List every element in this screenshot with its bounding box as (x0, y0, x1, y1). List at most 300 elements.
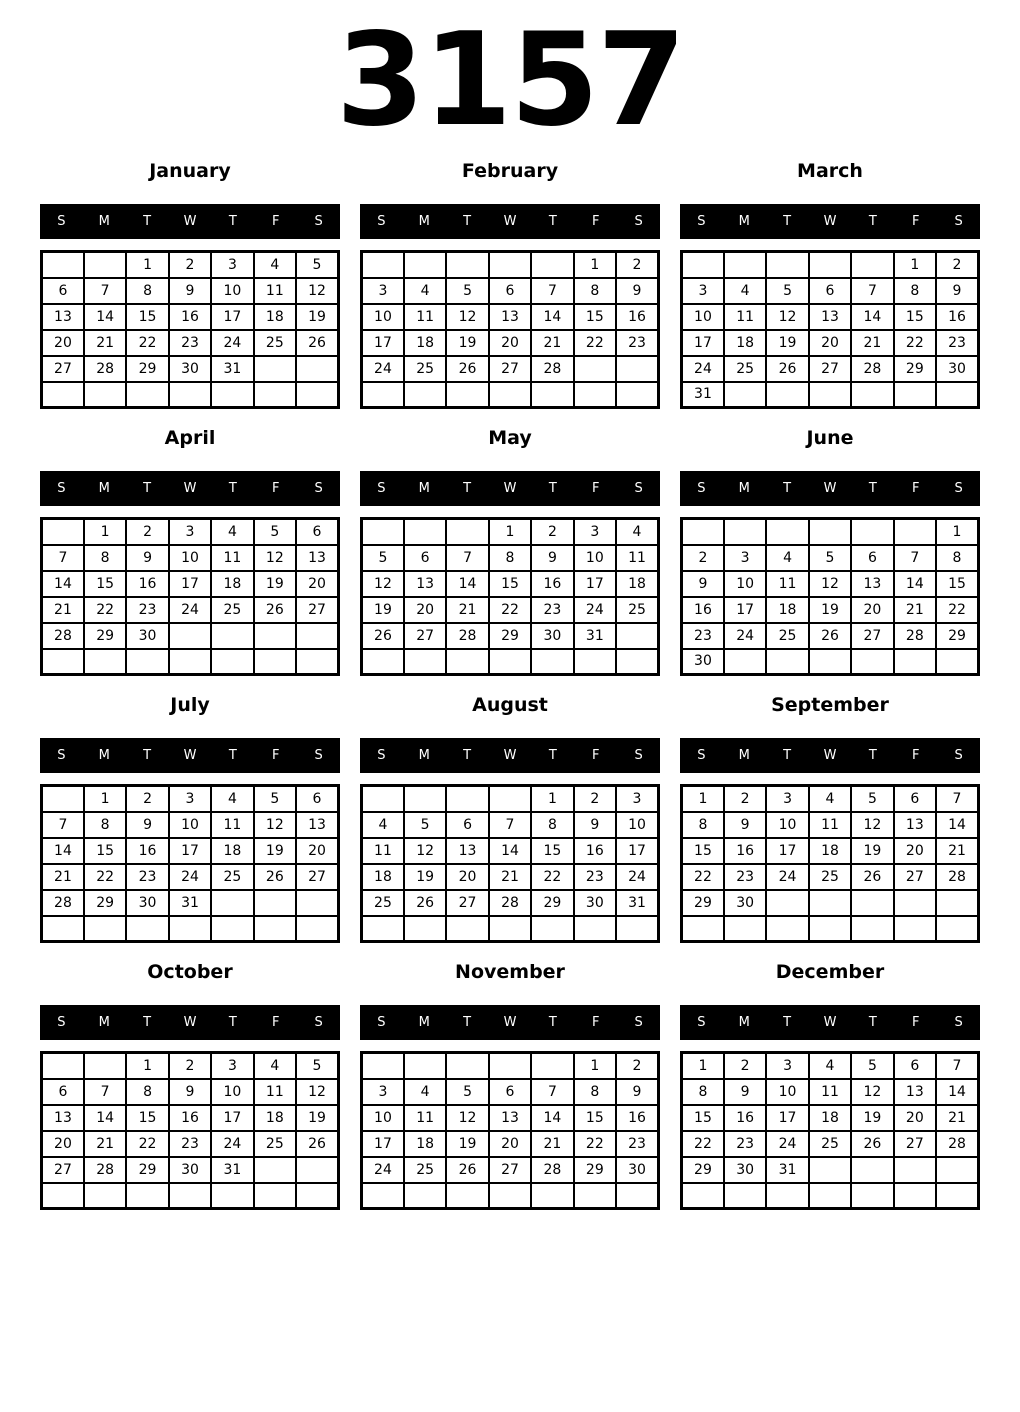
empty-day-cell (936, 1183, 978, 1209)
day-cell: 31 (766, 1157, 808, 1183)
weekday-label: S (697, 214, 706, 229)
empty-day-cell (296, 382, 338, 408)
month-title: December (775, 961, 885, 983)
empty-day-cell (616, 382, 658, 408)
day-cell: 11 (616, 545, 658, 571)
day-cell: 13 (296, 545, 338, 571)
day-cell: 26 (809, 623, 851, 649)
week-row (42, 649, 339, 675)
day-cell: 2 (574, 786, 616, 812)
empty-day-cell (254, 890, 296, 916)
weekday-header-bar (360, 738, 660, 773)
empty-day-cell (404, 382, 446, 408)
week-row (42, 1183, 339, 1209)
weekday-label: M (98, 748, 110, 763)
weekday-label: F (911, 214, 920, 229)
day-cell: 4 (809, 786, 851, 812)
empty-day-cell (84, 916, 126, 942)
day-cell: 8 (126, 1079, 168, 1105)
week-row (42, 864, 339, 890)
weekday-label: M (738, 214, 750, 229)
week-row (362, 1157, 659, 1183)
day-cell: 4 (404, 278, 446, 304)
day-cell: 24 (362, 356, 404, 382)
day-cell: 9 (574, 812, 616, 838)
week-row (682, 864, 979, 890)
empty-day-cell (446, 1183, 488, 1209)
empty-day-cell (296, 916, 338, 942)
empty-day-cell (851, 519, 893, 545)
day-cell: 1 (489, 519, 531, 545)
week-row (362, 1079, 659, 1105)
day-cell: 17 (766, 838, 808, 864)
empty-day-cell (531, 649, 573, 675)
day-cell: 9 (126, 545, 168, 571)
day-cell: 25 (211, 864, 253, 890)
day-cell: 3 (724, 545, 766, 571)
month-title: February (461, 160, 559, 182)
day-cell: 3 (211, 252, 253, 278)
empty-day-cell (254, 916, 296, 942)
day-cell: 9 (616, 1079, 658, 1105)
day-cell: 11 (724, 304, 766, 330)
week-row (362, 623, 659, 649)
day-cell: 26 (404, 890, 446, 916)
day-cell: 15 (574, 304, 616, 330)
day-cell: 14 (531, 1105, 573, 1131)
empty-day-cell (766, 916, 808, 942)
weekday-label: M (98, 214, 110, 229)
day-cell: 16 (531, 571, 573, 597)
day-cell: 3 (616, 786, 658, 812)
day-cell: 24 (574, 597, 616, 623)
day-cell: 23 (616, 330, 658, 356)
day-cell: 25 (724, 356, 766, 382)
empty-day-cell (404, 916, 446, 942)
day-cell: 18 (362, 864, 404, 890)
day-cell: 20 (851, 597, 893, 623)
day-cell: 28 (936, 864, 978, 890)
empty-day-cell (211, 890, 253, 916)
week-row (682, 890, 979, 916)
month-grid (360, 517, 660, 676)
week-row (362, 1131, 659, 1157)
day-cell: 24 (169, 597, 211, 623)
week-row (362, 304, 659, 330)
week-row (362, 519, 659, 545)
weekday-header-bar (360, 1005, 660, 1040)
day-cell: 4 (616, 519, 658, 545)
day-cell: 12 (362, 571, 404, 597)
weekday-label: F (271, 1015, 280, 1030)
week-row (42, 571, 339, 597)
empty-day-cell (362, 1053, 404, 1079)
day-cell: 11 (404, 1105, 446, 1131)
day-cell: 28 (446, 623, 488, 649)
month-grid (360, 250, 660, 409)
day-cell: 4 (809, 1053, 851, 1079)
day-cell: 25 (404, 356, 446, 382)
empty-day-cell (254, 356, 296, 382)
weekday-label: T (868, 748, 877, 763)
week-row (42, 623, 339, 649)
day-cell: 15 (489, 571, 531, 597)
empty-day-cell (169, 916, 211, 942)
day-cell: 21 (42, 597, 84, 623)
empty-day-cell (809, 1183, 851, 1209)
day-cell: 4 (211, 519, 253, 545)
months-grid (0, 160, 1020, 1210)
empty-day-cell (254, 623, 296, 649)
weekday-header-bar (680, 1005, 980, 1040)
day-cell: 28 (42, 890, 84, 916)
day-cell: 7 (531, 278, 573, 304)
day-cell: 16 (169, 304, 211, 330)
day-cell: 24 (724, 623, 766, 649)
weekday-label: S (697, 1015, 706, 1030)
day-cell: 23 (724, 864, 766, 890)
day-cell: 12 (809, 571, 851, 597)
day-cell: 17 (574, 571, 616, 597)
empty-day-cell (531, 1053, 573, 1079)
day-cell: 30 (126, 623, 168, 649)
day-cell: 12 (446, 1105, 488, 1131)
day-cell: 13 (851, 571, 893, 597)
day-cell: 26 (851, 1131, 893, 1157)
day-cell: 17 (211, 304, 253, 330)
day-cell: 26 (362, 623, 404, 649)
day-cell: 2 (616, 1053, 658, 1079)
empty-day-cell (616, 1183, 658, 1209)
weekday-label: W (183, 481, 197, 496)
week-row (42, 545, 339, 571)
weekday-label: S (57, 214, 66, 229)
week-row (42, 330, 339, 356)
day-cell: 7 (84, 278, 126, 304)
empty-day-cell (362, 519, 404, 545)
day-cell: 11 (211, 812, 253, 838)
week-row (42, 786, 339, 812)
empty-day-cell (724, 382, 766, 408)
empty-day-cell (169, 382, 211, 408)
day-cell: 14 (851, 304, 893, 330)
week-row (682, 1157, 979, 1183)
empty-day-cell (894, 1157, 936, 1183)
day-cell: 15 (894, 304, 936, 330)
day-cell: 27 (404, 623, 446, 649)
day-cell: 13 (894, 812, 936, 838)
weekday-label: M (418, 1015, 430, 1030)
week-row (42, 278, 339, 304)
day-cell: 13 (404, 571, 446, 597)
day-cell: 28 (489, 890, 531, 916)
weekday-label: T (143, 214, 152, 229)
day-cell: 10 (616, 812, 658, 838)
day-cell: 10 (574, 545, 616, 571)
day-cell: 13 (809, 304, 851, 330)
day-cell: 22 (126, 330, 168, 356)
day-cell: 16 (616, 1105, 658, 1131)
empty-day-cell (809, 890, 851, 916)
week-row (682, 786, 979, 812)
day-cell: 12 (446, 304, 488, 330)
empty-day-cell (724, 1183, 766, 1209)
empty-day-cell (446, 382, 488, 408)
day-cell: 10 (211, 278, 253, 304)
weekday-label: T (463, 1015, 472, 1030)
day-cell: 8 (84, 545, 126, 571)
day-cell: 24 (616, 864, 658, 890)
day-cell: 17 (724, 597, 766, 623)
weekday-header-bar (40, 1005, 340, 1040)
empty-day-cell (574, 382, 616, 408)
day-cell: 31 (682, 382, 724, 408)
day-cell: 18 (724, 330, 766, 356)
day-cell: 20 (404, 597, 446, 623)
empty-day-cell (574, 356, 616, 382)
weekday-label: S (314, 214, 323, 229)
empty-day-cell (254, 1183, 296, 1209)
week-row (682, 382, 979, 408)
weekday-label: S (377, 748, 386, 763)
day-cell: 23 (616, 1131, 658, 1157)
week-row (362, 1105, 659, 1131)
day-cell: 21 (851, 330, 893, 356)
day-cell: 13 (296, 812, 338, 838)
week-row (682, 649, 979, 675)
day-cell: 1 (531, 786, 573, 812)
day-cell: 15 (682, 838, 724, 864)
day-cell: 4 (254, 1053, 296, 1079)
empty-day-cell (362, 649, 404, 675)
empty-day-cell (489, 382, 531, 408)
day-cell: 21 (531, 1131, 573, 1157)
day-cell: 3 (362, 278, 404, 304)
week-row (362, 252, 659, 278)
day-cell: 12 (296, 278, 338, 304)
day-cell: 25 (211, 597, 253, 623)
empty-day-cell (211, 916, 253, 942)
weekday-label: T (463, 214, 472, 229)
day-cell: 12 (404, 838, 446, 864)
empty-day-cell (169, 1183, 211, 1209)
day-cell: 6 (489, 1079, 531, 1105)
weekday-label: T (868, 214, 877, 229)
day-cell: 27 (42, 356, 84, 382)
day-cell: 30 (682, 649, 724, 675)
week-row (42, 519, 339, 545)
day-cell: 10 (362, 304, 404, 330)
day-cell: 14 (42, 838, 84, 864)
day-cell: 27 (489, 356, 531, 382)
day-cell: 29 (489, 623, 531, 649)
day-cell: 29 (84, 623, 126, 649)
empty-day-cell (616, 623, 658, 649)
day-cell: 26 (296, 1131, 338, 1157)
day-cell: 27 (894, 864, 936, 890)
day-cell: 28 (42, 623, 84, 649)
week-row (682, 519, 979, 545)
weekday-label: T (228, 1015, 237, 1030)
day-cell: 28 (531, 356, 573, 382)
day-cell: 5 (446, 278, 488, 304)
day-cell: 2 (531, 519, 573, 545)
empty-day-cell (42, 916, 84, 942)
day-cell: 1 (126, 1053, 168, 1079)
day-cell: 24 (682, 356, 724, 382)
day-cell: 6 (894, 786, 936, 812)
day-cell: 28 (531, 1157, 573, 1183)
day-cell: 4 (211, 786, 253, 812)
week-row (42, 597, 339, 623)
day-cell: 11 (809, 812, 851, 838)
day-cell: 18 (809, 1105, 851, 1131)
day-cell: 1 (574, 1053, 616, 1079)
empty-day-cell (296, 356, 338, 382)
weekday-label: T (548, 214, 557, 229)
day-cell: 25 (404, 1157, 446, 1183)
week-row (362, 545, 659, 571)
day-cell: 6 (42, 1079, 84, 1105)
day-cell: 22 (126, 1131, 168, 1157)
month-block (680, 694, 980, 943)
week-row (682, 916, 979, 942)
day-cell: 12 (254, 545, 296, 571)
weekday-label: S (314, 1015, 323, 1030)
empty-day-cell (531, 1183, 573, 1209)
day-cell: 9 (682, 571, 724, 597)
week-row (42, 812, 339, 838)
week-row (42, 252, 339, 278)
day-cell: 12 (851, 812, 893, 838)
day-cell: 29 (936, 623, 978, 649)
day-cell: 8 (531, 812, 573, 838)
day-cell: 25 (254, 330, 296, 356)
empty-day-cell (489, 786, 531, 812)
week-row (682, 1183, 979, 1209)
empty-day-cell (851, 890, 893, 916)
weekday-label: F (591, 214, 600, 229)
day-cell: 29 (682, 1157, 724, 1183)
weekday-label: F (911, 748, 920, 763)
day-cell: 16 (126, 838, 168, 864)
empty-day-cell (851, 252, 893, 278)
week-row (42, 890, 339, 916)
week-row (362, 916, 659, 942)
weekday-label: T (868, 481, 877, 496)
day-cell: 6 (809, 278, 851, 304)
empty-day-cell (126, 916, 168, 942)
day-cell: 17 (682, 330, 724, 356)
weekday-label: M (418, 214, 430, 229)
month-block (40, 160, 340, 409)
day-cell: 30 (169, 1157, 211, 1183)
day-cell: 9 (126, 812, 168, 838)
day-cell: 23 (724, 1131, 766, 1157)
day-cell: 10 (766, 1079, 808, 1105)
day-cell: 14 (489, 838, 531, 864)
weekday-label: T (228, 481, 237, 496)
month-title: August (472, 694, 548, 716)
week-row (362, 356, 659, 382)
day-cell: 10 (169, 545, 211, 571)
weekday-label: M (98, 1015, 110, 1030)
empty-day-cell (682, 519, 724, 545)
day-cell: 14 (446, 571, 488, 597)
day-cell: 5 (809, 545, 851, 571)
day-cell: 2 (169, 1053, 211, 1079)
day-cell: 21 (42, 864, 84, 890)
day-cell: 27 (851, 623, 893, 649)
day-cell: 29 (531, 890, 573, 916)
empty-day-cell (254, 649, 296, 675)
day-cell: 21 (446, 597, 488, 623)
empty-day-cell (42, 786, 84, 812)
day-cell: 19 (296, 304, 338, 330)
month-block (680, 961, 980, 1210)
day-cell: 23 (126, 597, 168, 623)
day-cell: 16 (724, 838, 766, 864)
day-cell: 18 (211, 571, 253, 597)
day-cell: 28 (851, 356, 893, 382)
weekday-label: W (823, 481, 837, 496)
day-cell: 23 (682, 623, 724, 649)
empty-day-cell (936, 916, 978, 942)
weekday-label: S (57, 481, 66, 496)
day-cell: 6 (296, 519, 338, 545)
weekday-label: F (911, 481, 920, 496)
month-block (40, 961, 340, 1210)
empty-day-cell (446, 649, 488, 675)
day-cell: 19 (362, 597, 404, 623)
empty-day-cell (574, 649, 616, 675)
day-cell: 10 (724, 571, 766, 597)
day-cell: 3 (362, 1079, 404, 1105)
day-cell: 13 (489, 1105, 531, 1131)
day-cell: 22 (84, 864, 126, 890)
week-row (362, 812, 659, 838)
weekday-header-bar (40, 738, 340, 773)
weekday-label: S (954, 481, 963, 496)
weekday-label: T (143, 1015, 152, 1030)
weekday-label: S (634, 481, 643, 496)
day-cell: 9 (724, 1079, 766, 1105)
weekday-header-bar (680, 204, 980, 239)
day-cell: 22 (936, 597, 978, 623)
month-grid (680, 1051, 980, 1210)
day-cell: 17 (169, 571, 211, 597)
weekday-label: F (271, 214, 280, 229)
day-cell: 20 (809, 330, 851, 356)
empty-day-cell (616, 356, 658, 382)
weekday-label: T (548, 1015, 557, 1030)
empty-day-cell (362, 916, 404, 942)
empty-day-cell (404, 252, 446, 278)
day-cell: 15 (936, 571, 978, 597)
week-row (362, 1053, 659, 1079)
weekday-label: W (183, 748, 197, 763)
empty-day-cell (489, 916, 531, 942)
month-grid (680, 250, 980, 409)
empty-day-cell (211, 649, 253, 675)
empty-day-cell (84, 382, 126, 408)
day-cell: 20 (446, 864, 488, 890)
day-cell: 21 (894, 597, 936, 623)
weekday-label: W (183, 214, 197, 229)
day-cell: 1 (894, 252, 936, 278)
day-cell: 22 (489, 597, 531, 623)
empty-day-cell (42, 252, 84, 278)
